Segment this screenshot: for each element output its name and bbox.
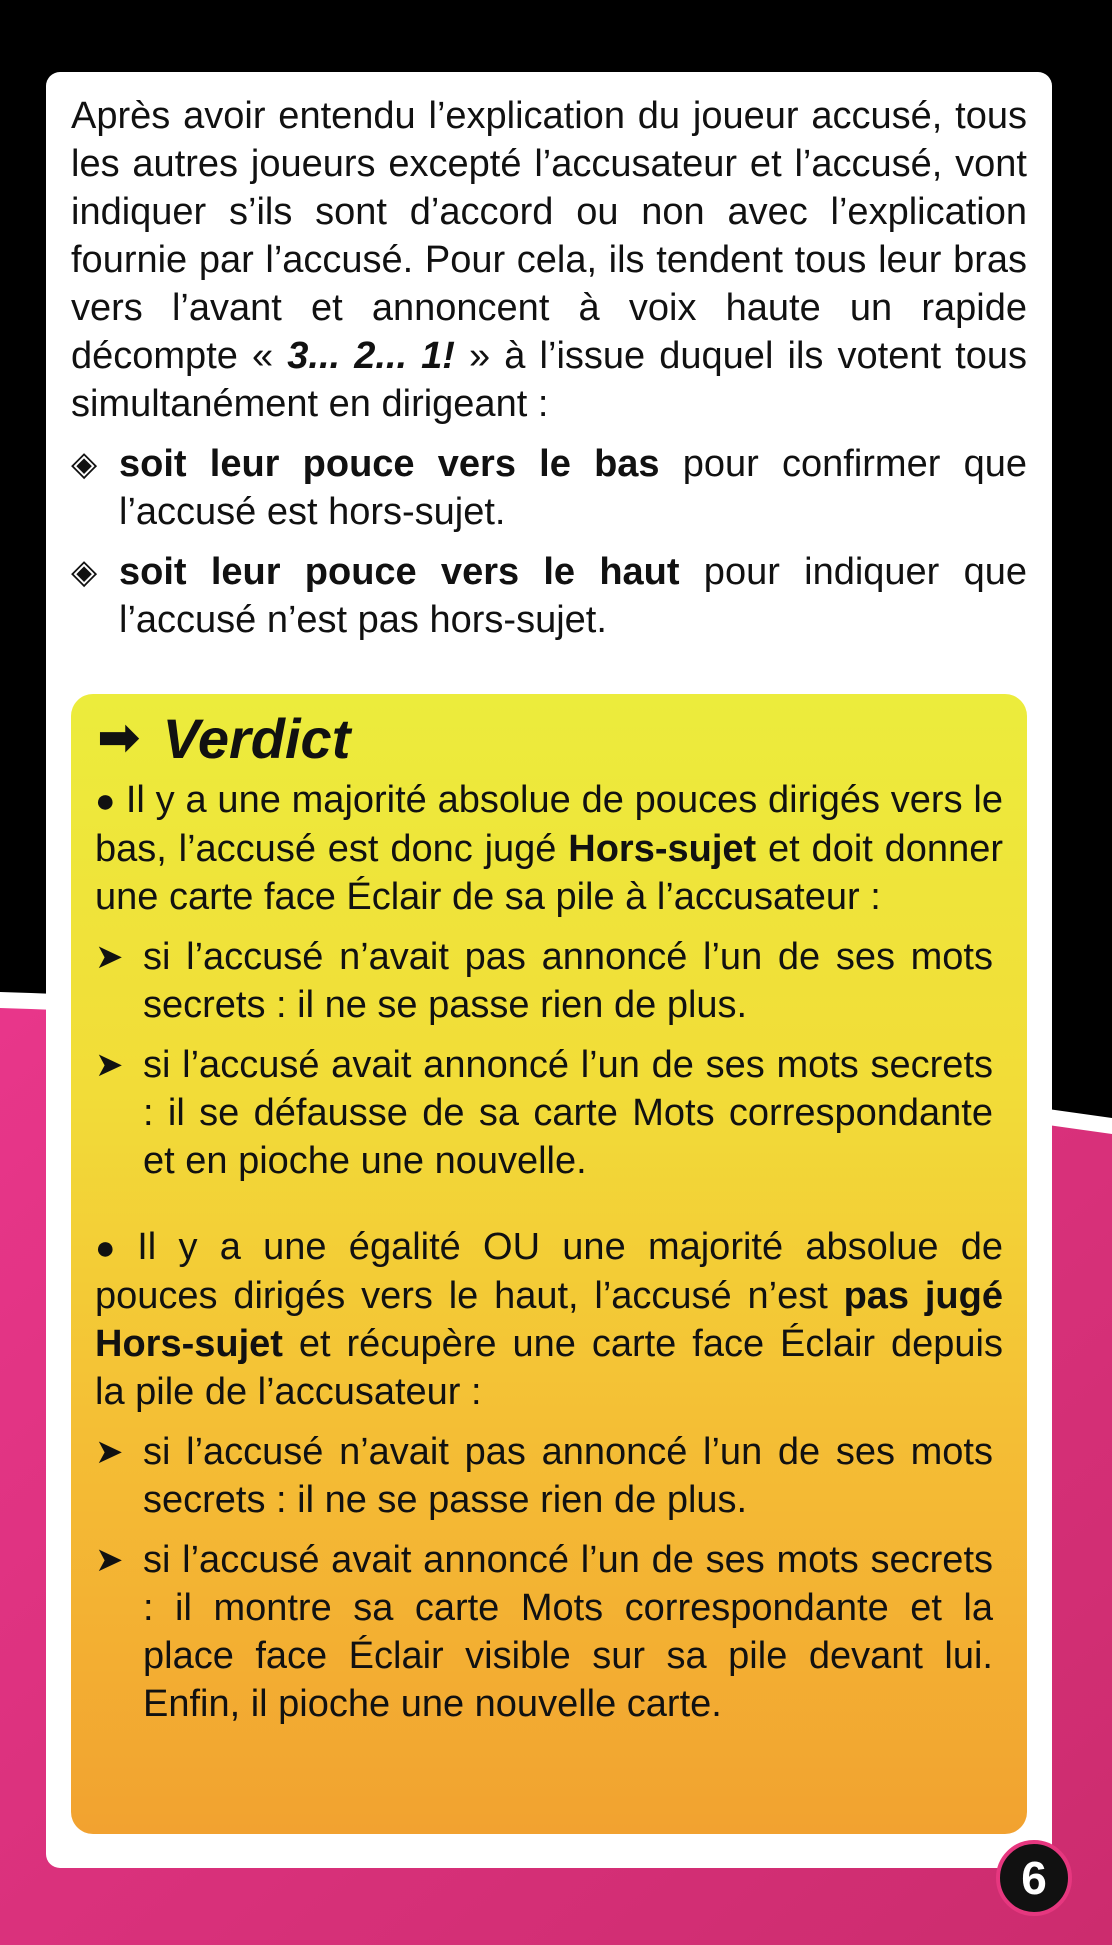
chevron-right-icon: ➤ [95,1046,124,1084]
vote-option-up-text: pour indiquer que l’accusé n’est pas hors-sujet. [119,551,1027,641]
verdict-box [71,694,1027,1834]
verdict-case-guilty [95,776,1003,921]
page-number: 6 [996,1840,1072,1916]
chevron-right-icon: ➤ [95,938,124,976]
vote-option-up-bold: soit leur pouce vers le haut [119,551,680,593]
case-not-guilty-sub-1-text: si l’accusé n’avait pas annoncé l’un de ses mots secrets : il ne se passe rien de plus. [143,1431,993,1521]
chevron-right-icon: ➤ [95,1433,124,1471]
intro-paragraph [71,92,1027,428]
case-guilty-sub-2-text: si l’accusé avait annoncé l’un de ses mots secrets : il se défausse de sa carte Mots correspondante et en pioche une nouvelle. [143,1044,993,1182]
case-guilty-text-start: Il y a une majorité absolue de pouces dirigés vers le bas, l’accusé est donc jugé [95,779,1003,870]
case-guilty-sub-1 [95,933,993,1029]
diamond-icon: ◈ [71,553,98,591]
case-guilty-bold: Hors-sujet [568,828,757,870]
verdict-body [95,776,1003,1728]
verdict-case-not-guilty [95,1223,1003,1416]
vote-option-up [71,548,1027,644]
bullet-dot-icon: ● [95,782,116,820]
vote-option-down [71,440,1027,536]
chevron-right-icon: ➤ [95,1541,124,1579]
diamond-icon: ◈ [71,445,98,483]
intro-text-start: Après avoir entendu l’explication du joueur accusé, tous les autres joueurs excepté l’accusateur et l’accusé, vont indiquer s’ils sont d’accord ou non avec l’explication fournie par l’accusé. Pour cela, ils tendent tous leur bras vers l’avant et annoncent à voix haute un rapide décompte « [71,95,1027,377]
vote-option-down-bold: soit leur pouce vers le bas [119,443,660,485]
verdict-heading [97,708,350,768]
case-not-guilty-sub-2 [95,1536,993,1728]
countdown-text: 3... 2... 1! [287,335,455,377]
right-arrow-icon: ➡ [97,709,141,767]
case-guilty-text-end: et doit donner une carte face Éclair de sa pile à l’accusateur : [95,828,1003,918]
verdict-title: Verdict [162,706,351,770]
case-not-guilty-text-end: et récupère une carte face Éclair depuis la pile de l’accusateur : [95,1323,1003,1413]
case-guilty-sub-2 [95,1041,993,1185]
vote-option-down-text: pour confirmer que l’accusé est hors-sujet. [119,443,1027,533]
bullet-dot-icon: ● [95,1229,128,1267]
intro-section [71,92,1027,644]
case-guilty-sub-1-text: si l’accusé n’avait pas annoncé l’un de ses mots secrets : il ne se passe rien de plus. [143,936,993,1026]
case-not-guilty-bold: pas jugé Hors-sujet [95,1275,1003,1365]
case-not-guilty-sub-2-text: si l’accusé avait annoncé l’un de ses mots secrets : il montre sa carte Mots correspondante et la place face Éclair visible sur sa pile devant lui. Enfin, il pioche une nouvelle carte. [143,1539,993,1725]
case-not-guilty-text-start: Il y a une égalité OU une majorité absolue de pouces dirigés vers le haut, l’accusé n’est [95,1226,1003,1317]
case-not-guilty-sub-1 [95,1428,993,1524]
intro-text-end: » à l’issue duquel ils votent tous simultanément en dirigeant : [71,335,1027,425]
